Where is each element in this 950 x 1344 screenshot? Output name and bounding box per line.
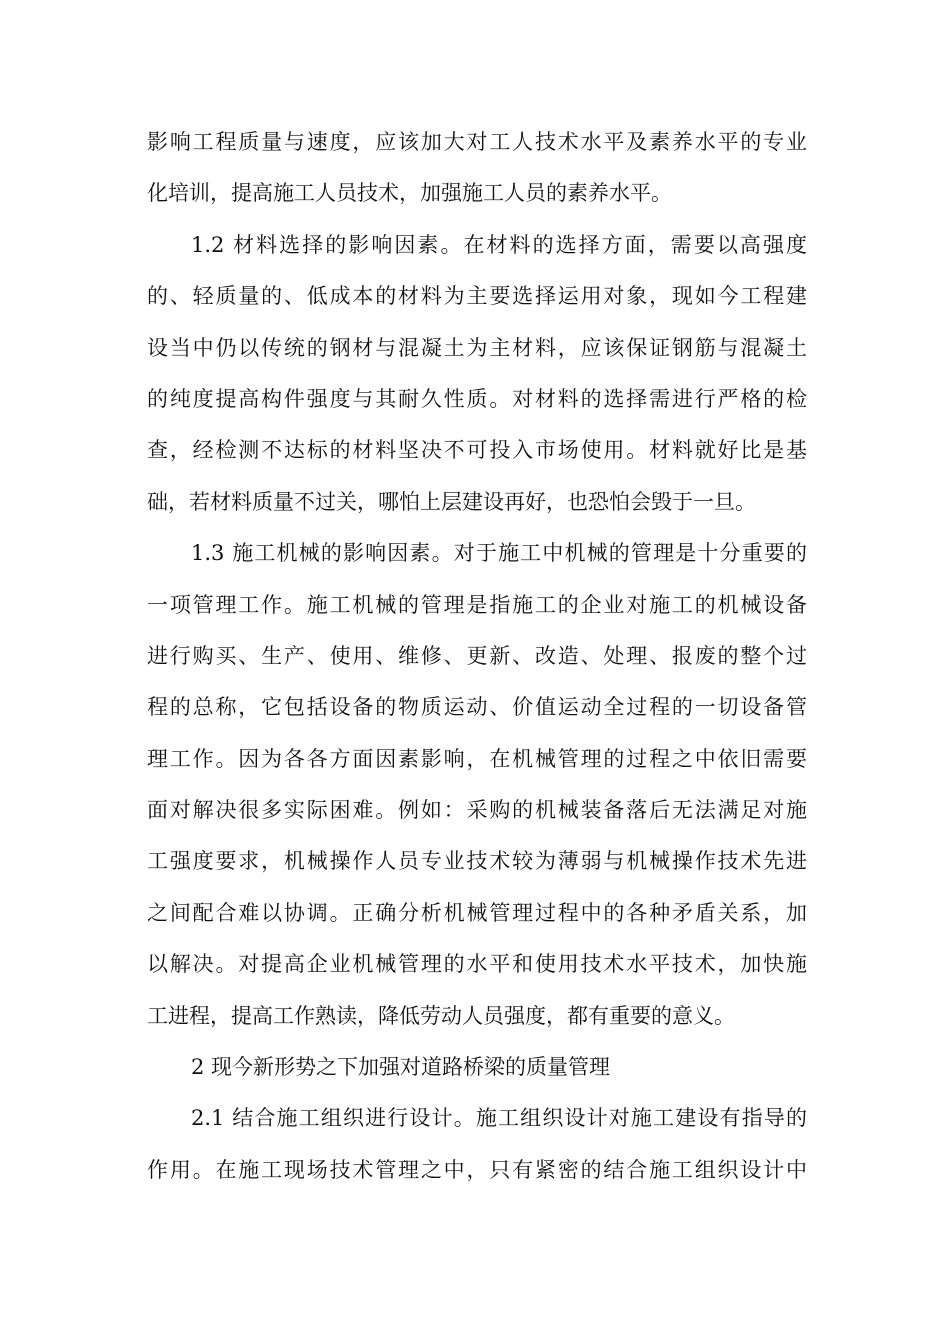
text-line: 的、轻质量的、低成本的材料为主要选择运用对象，现如今工程建 bbox=[147, 284, 807, 309]
text-line: 2.1 结合施工组织进行设计。施工组织设计对施工建设有指导的 bbox=[191, 1106, 807, 1131]
text-line: 理工作。因为各各方面因素影响，在机械管理的过程之中依旧需要 bbox=[147, 746, 807, 771]
text-line: 作用。在施工现场技术管理之中，只有紧密的结合施工组织设计中 bbox=[147, 1157, 807, 1182]
paragraph-1-2 bbox=[147, 220, 807, 528]
text-line: 1.2 材料选择的影响因素。在材料的选择方面，需要以高强度 bbox=[191, 232, 807, 257]
text-line: 进行购买、生产、使用、维修、更新、改造、处理、报废的整个过 bbox=[147, 643, 807, 668]
text-line: 1.3 施工机械的影响因素。对于施工中机械的管理是十分重要的 bbox=[191, 541, 807, 566]
text-line: 以解决。对提高企业机械管理的水平和使用技术水平技术，加快施 bbox=[147, 952, 807, 977]
text-line: 化培训，提高施工人员技术，加强施工人员的素养水平。 bbox=[147, 181, 672, 206]
paragraph-continuation bbox=[147, 117, 807, 220]
paragraph-2-1 bbox=[147, 1093, 807, 1196]
body-text bbox=[147, 117, 807, 1196]
text-line: 程的总称，它包括设备的物质运动、价值运动全过程的一切设备管 bbox=[147, 695, 807, 720]
paragraph-1-3 bbox=[147, 528, 807, 1042]
text-line: 工强度要求，机械操作人员专业技术较为薄弱与机械操作技术先进 bbox=[147, 849, 807, 874]
text-line: 础，若材料质量不过关，哪怕上层建设再好，也恐怕会毁于一旦。 bbox=[147, 489, 756, 514]
text-line: 查，经检测不达标的材料坚决不可投入市场使用。材料就好比是基 bbox=[147, 438, 807, 463]
text-line: 面对解决很多实际困难。例如：采购的机械装备落后无法满足对施 bbox=[147, 798, 807, 823]
text-line: 工进程，提高工作熟读，降低劳动人员强度，都有重要的意义。 bbox=[147, 1003, 735, 1028]
text-line: 一项管理工作。施工机械的管理是指施工的企业对施工的机械设备 bbox=[147, 592, 807, 617]
text-line: 的纯度提高构件强度与其耐久性质。对材料的选择需进行严格的检 bbox=[147, 386, 807, 411]
text-line: 设当中仍以传统的钢材与混凝土为主材料，应该保证钢筋与混凝土 bbox=[147, 335, 807, 360]
text-line: 之间配合难以协调。正确分析机械管理过程中的各种矛盾关系，加 bbox=[147, 900, 807, 925]
section-heading-2 bbox=[147, 1042, 807, 1093]
section-heading-line: 2 现今新形势之下加强对道路桥梁的质量管理 bbox=[191, 1055, 611, 1080]
text-line: 影响工程质量与速度，应该加大对工人技术水平及素养水平的专业 bbox=[147, 130, 807, 154]
